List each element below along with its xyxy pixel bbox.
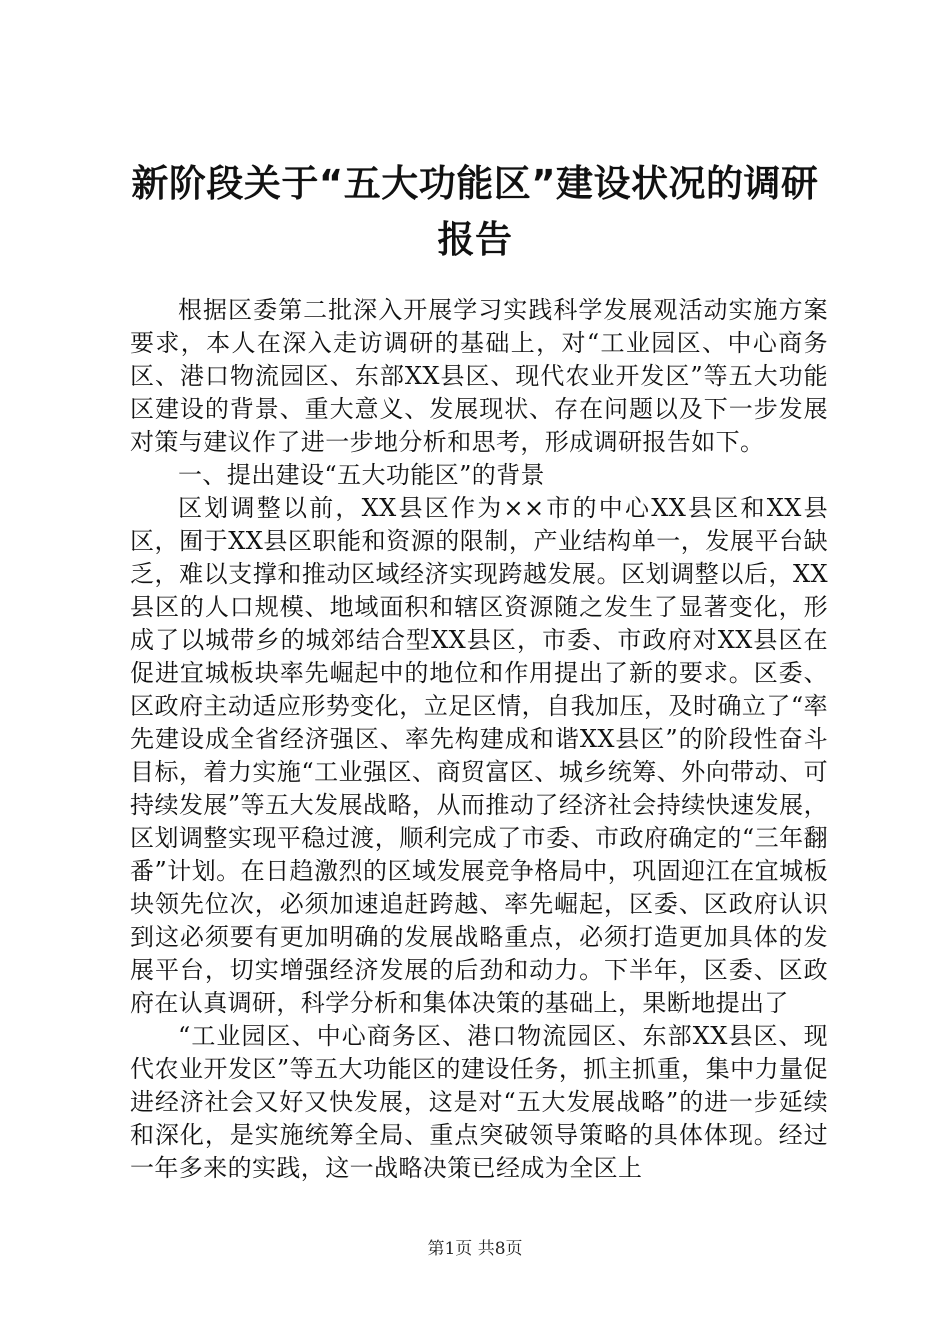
paragraph-five-zones: “工业园区、中心商务区、港口物流园区、东部XX县区、现代农业开发区”等五大功能区的建设任务，抓主抓重，集中力量促进经济社会又好又快发展，这是对“五大发展战略”的进一步延续和深化，是实施统筹全局、重点突破领导策略的具体体现。经过一年多来的实践，这一战略决策已经成为全区上 <box>130 1022 828 1182</box>
document-body <box>130 294 828 1185</box>
document-title: 新阶段关于“五大功能区”建设状况的调研报告 <box>131 162 819 261</box>
section-heading-background: 一、提出建设“五大功能区”的背景 <box>178 461 545 489</box>
paragraph-intro: 根据区委第二批深入开展学习实践科学发展观活动实施方案要求，本人在深入走访调研的基础上，对“工业园区、中心商务区、港口物流园区、东部XX县区、现代农业开发区”等五大功能区建设的背景、重大意义、发展现状、存在问题以及下一步发展对策与建议作了进一步地分析和思考，形成调研报告如下。 <box>130 296 828 456</box>
page-number-footer: 第1页 共8页 <box>427 1239 523 1259</box>
paragraph-background: 区划调整以前，XX县区作为××市的中心XX县区和XX县区，囿于XX县区职能和资源的限制，产业结构单一，发展平台缺乏，难以支撑和推动区域经济实现跨越发展。区划调整以后，XX县区的人口规模、地域面积和辖区资源随之发生了显著变化，形成了以城带乡的城郊结合型XX县区，市委、市政府对XX县区在促进宜城板块率先崛起中的地位和作用提出了新的要求。区委、区政府主动适应形势变化，立足区情，自我加压，及时确立了“率先建设成全省经济强区、率先构建成和谐XX县区”的阶段性奋斗目标，着力实施“工业强区、商贸富区、城乡统筹、外向带动、可持续发展”等五大发展战略，从而推动了经济社会持续快速发展，区划调整实现平稳过渡，顺利完成了市委、市政府确定的“三年翻番”计划。在日趋激烈的区域发展竞争格局中，巩固迎江在宜城板块领先位次，必须加速追赶跨越、率先崛起，区委、区政府认识到这必须要有更加明确的发展战略重点，必须打造更加具体的发展平台，切实增强经济发展的后劲和动力。下半年，区委、区政府在认真调研，科学分析和集体决策的基础上，果断地提出了 <box>130 494 828 1017</box>
